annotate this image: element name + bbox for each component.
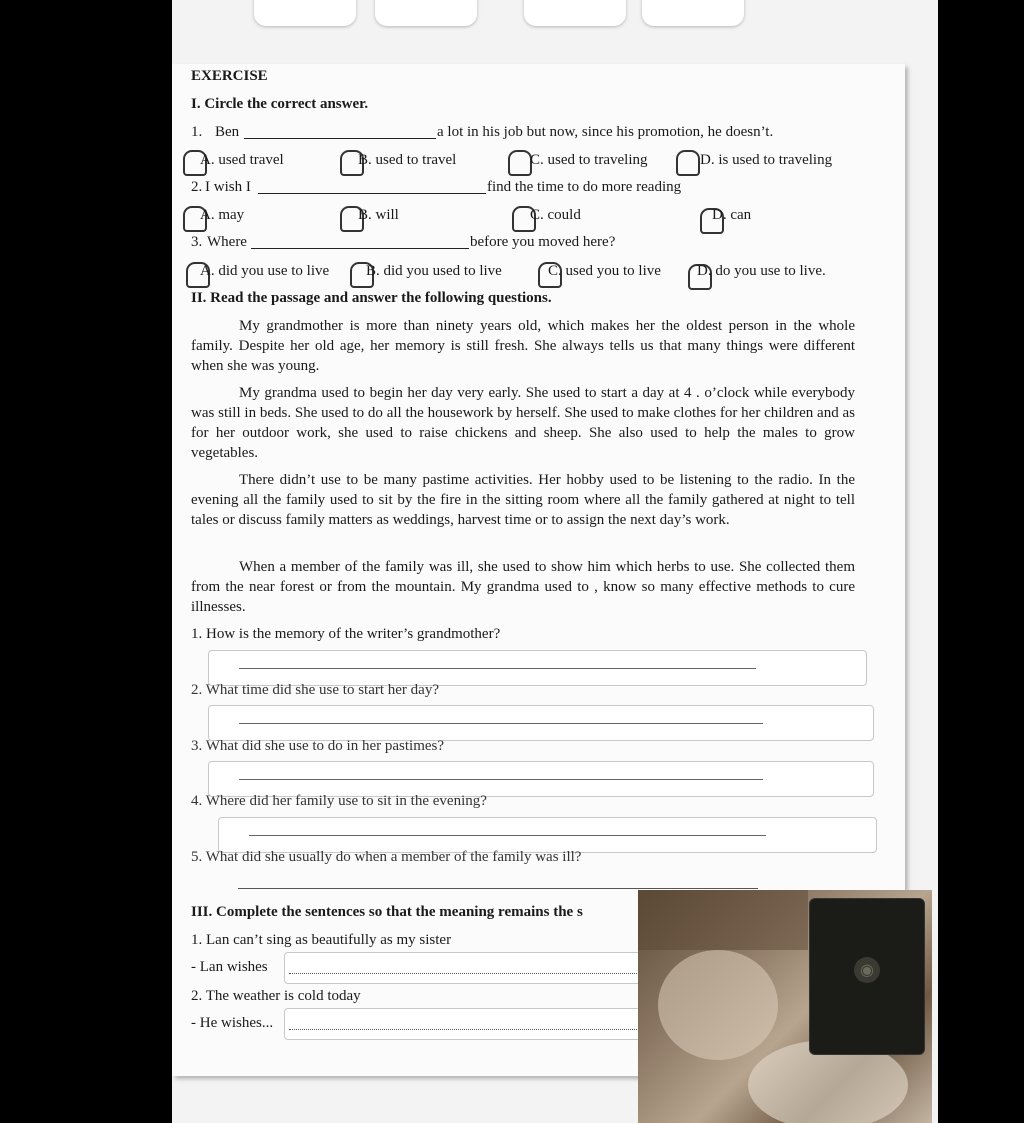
q3-option-a[interactable]: A. did you use to live xyxy=(200,263,330,279)
camera-off-icon: ◉ xyxy=(854,957,880,983)
q3-number: 3. xyxy=(191,234,203,250)
q2-option-c[interactable]: C. could xyxy=(530,207,581,223)
toolbar-button-4[interactable] xyxy=(642,0,744,26)
part3-prompt-1: - Lan wishes xyxy=(191,959,268,975)
passage-paragraph-3: There didn’t use to be many pastime activities. Her hobby used to be listening to the radio. In the evening all the family used to sit by the fire in the sitting room where all the family gathered at night to tell tales or discuss family matters as weddings, harvest time or to assign the next day’s work. xyxy=(191,472,855,528)
part3-prompt-2: - He wishes... xyxy=(191,1015,274,1031)
overlay-blur-shape xyxy=(638,890,808,950)
q1-number: 1. xyxy=(191,124,203,140)
toolbar-button-3[interactable] xyxy=(524,0,626,26)
passage-paragraph-1: My grandmother is more than ninety years old, which makes her the oldest person in the whole family. Despite her old age, her memory is still fresh. She always tells us that many things were different when she was young. xyxy=(191,318,855,374)
answer-line-3 xyxy=(239,779,763,780)
passage-paragraph-4: When a member of the family was ill, she used to show him which herbs to use. She collected them from the near forest or from the mountain. My grandma used to , know so many effective methods to cure illnesses. xyxy=(191,559,855,615)
q1-option-d[interactable]: D. is used to traveling xyxy=(700,152,833,168)
q3-blank[interactable] xyxy=(251,248,469,249)
q2-start: I wish I xyxy=(205,179,251,195)
self-camera-preview[interactable] xyxy=(809,898,925,1055)
part1-heading: I. Circle the correct answer. xyxy=(191,96,369,112)
answer-line-2 xyxy=(239,723,763,724)
q2-option-a[interactable]: A. may xyxy=(200,207,245,223)
part3-answer-field-1[interactable] xyxy=(284,952,646,984)
q3-option-b[interactable]: B. did you used to live xyxy=(366,263,502,279)
part3-sentence-1: 1. Lan can’t sing as beautifully as my sister xyxy=(191,932,452,948)
q3-option-c[interactable]: C. used you to live xyxy=(548,263,661,279)
passage-paragraph-2: My grandma used to begin her day very early. She used to start a day at 4 . o’clock while everybody was still in beds. She used to do all the housework by herself. She used to make clothes for her children and as for her outdoor work, she used to raise chickens and sheep. She also used to help the males to grow vegetables. xyxy=(191,385,855,461)
question-2: 2. What time did she use to start her day? xyxy=(191,682,439,698)
q3-start: Where xyxy=(207,234,247,250)
q2-option-b[interactable]: B. will xyxy=(358,207,399,223)
q2-option-d[interactable]: D. can xyxy=(712,207,752,223)
exercise-title: EXERCISE xyxy=(191,68,268,84)
answer-line-5[interactable] xyxy=(238,888,758,889)
part3-heading: III. Complete the sentences so that the meaning remains the s xyxy=(191,904,583,920)
question-4: 4. Where did her family use to sit in the evening? xyxy=(191,793,487,809)
question-3: 3. What did she use to do in her pastimes? xyxy=(191,738,445,754)
q2-number: 2. xyxy=(191,179,203,195)
q1-option-c[interactable]: C. used to traveling xyxy=(530,152,648,168)
part3-answer-field-2[interactable] xyxy=(284,1008,646,1040)
question-1: 1. How is the memory of the writer’s grandmother? xyxy=(191,626,501,642)
q1-start: Ben xyxy=(215,124,240,140)
toolbar-button-1[interactable] xyxy=(254,0,356,26)
question-5: 5. What did she usually do when a member of the family was ill? xyxy=(191,849,582,865)
part3-dots-2 xyxy=(289,1029,641,1030)
q1-option-d-circle[interactable] xyxy=(676,150,700,176)
q1-end: a lot in his job but now, since his promotion, he doesn’t. xyxy=(437,124,774,140)
q1-blank[interactable] xyxy=(244,138,436,139)
part3-dots-1 xyxy=(289,973,641,974)
q3-end: before you moved here? xyxy=(470,234,616,250)
q2-blank[interactable] xyxy=(258,193,486,194)
q1-option-b[interactable]: B. used to travel xyxy=(358,152,457,168)
answer-field-2[interactable] xyxy=(208,705,874,741)
part2-heading: II. Read the passage and answer the following questions. xyxy=(191,290,552,306)
q3-option-d[interactable]: D. do you use to live. xyxy=(697,263,826,279)
q2-end: find the time to do more reading xyxy=(487,179,682,195)
answer-line-4 xyxy=(249,835,766,836)
part3-sentence-2: 2. The weather is cold today xyxy=(191,988,361,1004)
overlay-blur-shape xyxy=(658,950,778,1060)
toolbar-button-2[interactable] xyxy=(375,0,477,26)
q1-option-a[interactable]: A. used travel xyxy=(200,152,284,168)
q1-option-c-circle[interactable] xyxy=(508,150,532,176)
answer-line-1 xyxy=(239,668,756,669)
